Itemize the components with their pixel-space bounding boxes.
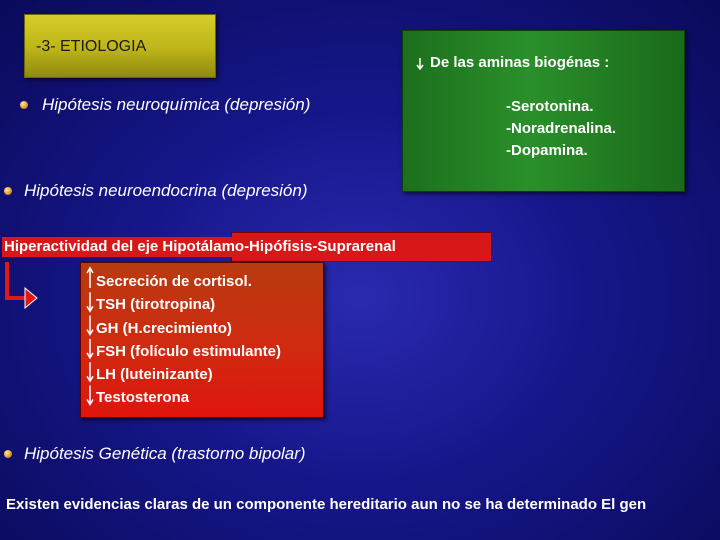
arrow-down-icon [87, 386, 93, 405]
amines-heading: De las aminas biogénas : [430, 54, 610, 71]
arrow-up-icon [87, 268, 93, 288]
bullet-icon [20, 101, 28, 109]
amine-item: -Serotonina. [506, 98, 594, 115]
hormone-item: GH (H.crecimiento) [96, 319, 232, 337]
connector-arrow-icon [4, 262, 38, 314]
hormone-item: LH (luteinizante) [96, 366, 213, 384]
arrow-down-icon [87, 316, 93, 335]
arrow-down-icon [87, 292, 93, 311]
arrow-down-icon [87, 339, 93, 358]
hypothesis-neuroendocrine: Hipótesis neuroendocrina (depresión) [24, 181, 308, 200]
hormone-item: FSH (folículo estimulante) [96, 342, 282, 360]
hormone-direction-arrows [84, 266, 96, 406]
bullet-icon [4, 187, 12, 195]
amine-item: -Dopamina. [506, 142, 588, 159]
amine-item: -Noradrenalina. [506, 120, 617, 137]
amines-list [506, 96, 616, 162]
hormone-item: TSH (tirotropina) [96, 296, 216, 314]
bullet-icon [4, 450, 12, 458]
hormone-item: Testosterona [96, 389, 190, 407]
hypothesis-genetic: Hipótesis Genética (trastorno bipolar) [24, 444, 306, 463]
arrow-down-icon [87, 362, 93, 381]
hormone-list [96, 270, 281, 410]
hpa-axis-label: Hiperactividad del eje Hipotálamo-Hipófisis-Suprarenal [2, 237, 400, 257]
hormone-item: Secreción de cortisol. [96, 273, 252, 290]
hypothesis-neurochemical: Hipótesis neuroquímica (depresión) [42, 95, 311, 114]
slide-title: -3- ETIOLOGIA [36, 38, 147, 55]
genetic-note: Existen evidencias claras de un componente hereditario aun no se ha determinado El gen [6, 496, 647, 513]
